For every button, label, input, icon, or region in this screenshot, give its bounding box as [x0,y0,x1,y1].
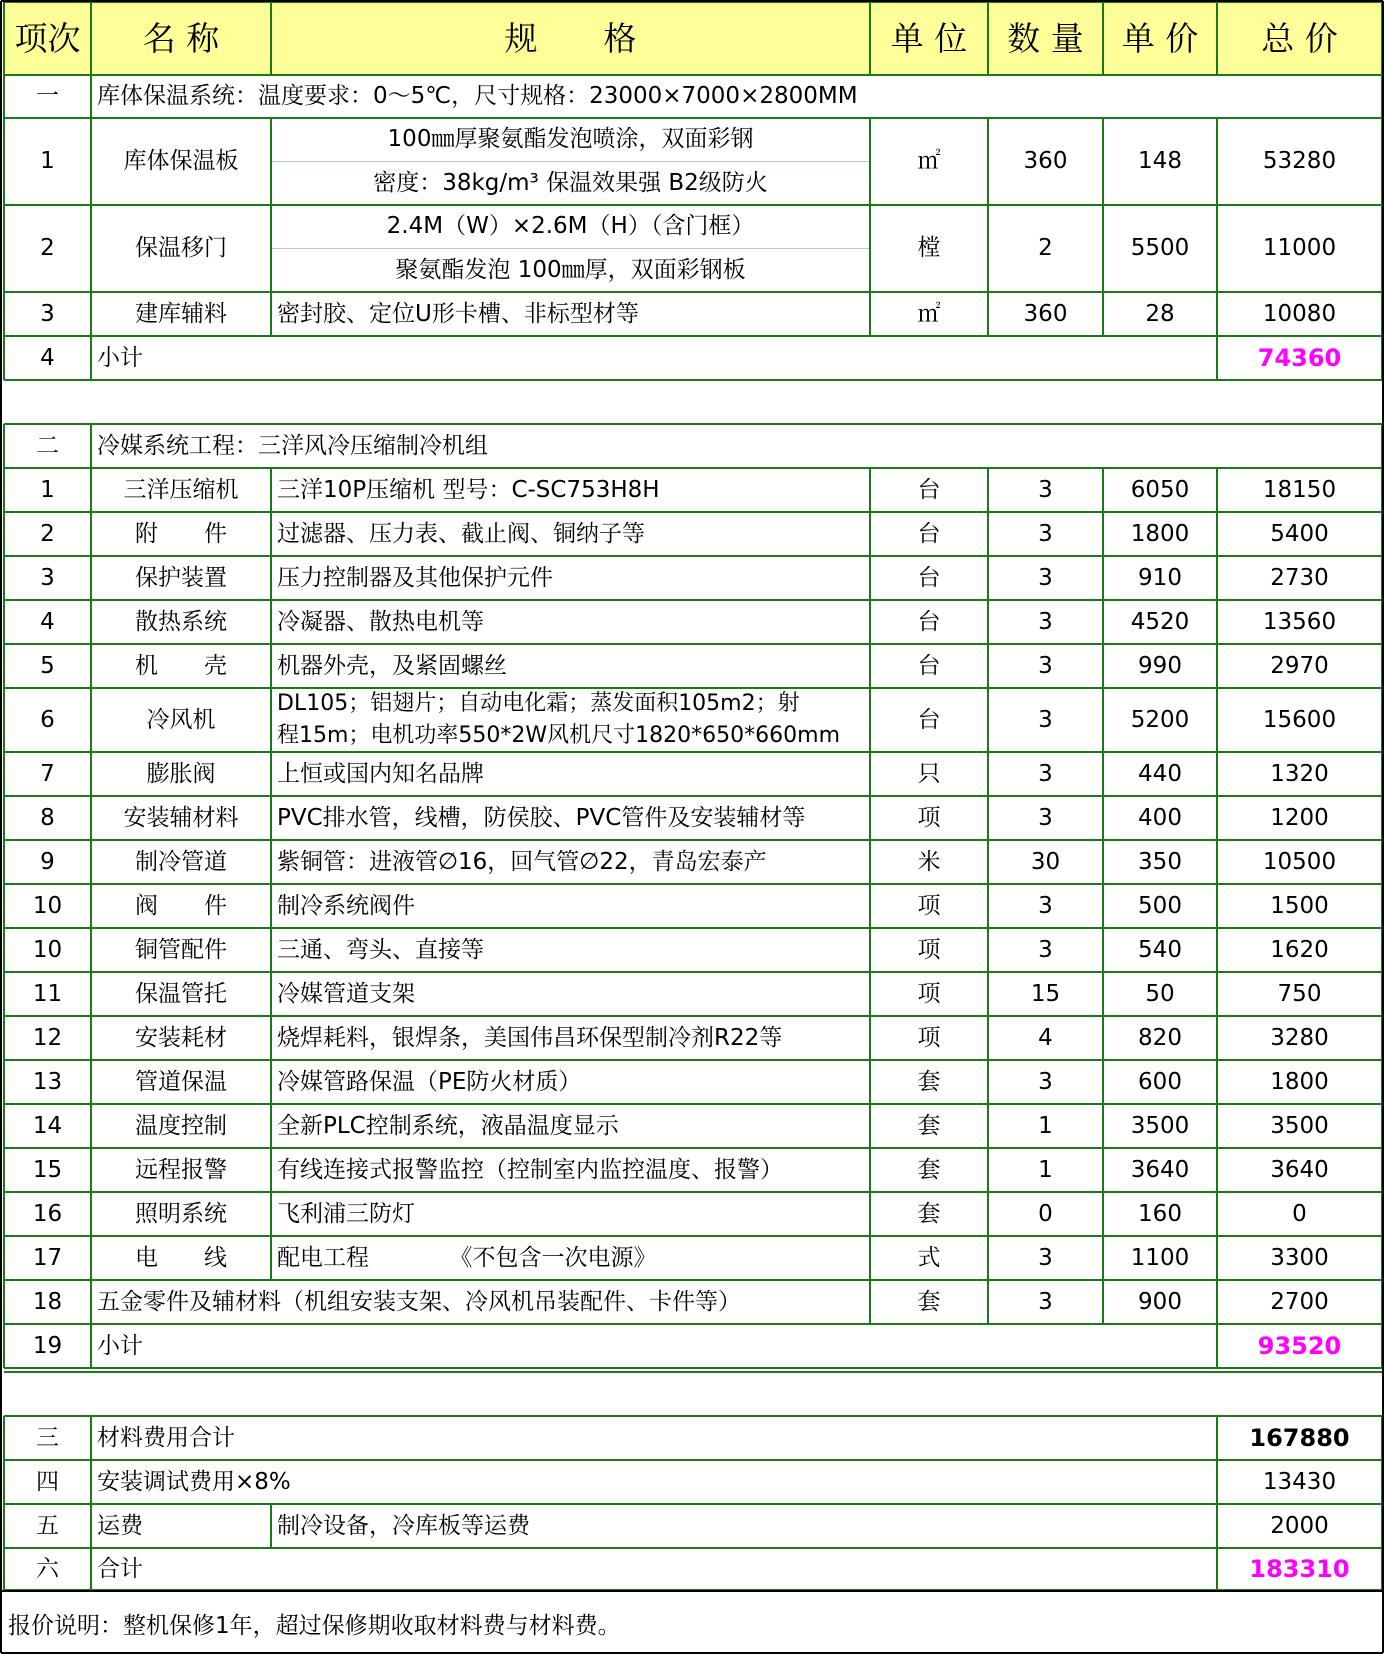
row-total: 2970 [1270,652,1329,679]
row-name: 保温管托 [135,980,227,1007]
row-no: 5 [40,652,55,679]
row-qty: 3 [1038,1068,1053,1095]
row-unit: 式 [917,1244,941,1271]
row-total: 750 [1277,980,1322,1007]
row-unit: 台 [917,564,941,591]
row-no: 9 [40,848,55,875]
row-unit: 项 [917,936,941,963]
row-price: 820 [1138,1024,1182,1051]
row-no: 13 [32,1068,63,1095]
subtotal-value: 93520 [1257,1332,1342,1360]
s2-r17-spec: 飞利浦三防灯 [277,1200,415,1227]
row-name: 保护装置 [135,564,227,591]
row-name: 冷风机 [146,706,216,733]
row-qty: 3 [1038,706,1053,733]
row-no: 3 [40,564,55,591]
row-no: 8 [40,804,55,831]
s2-r6-spec [271,688,870,752]
spec-line-1: DL105；铝翅片；自动电化霜；蒸发面积105m2；射 [277,691,800,717]
row-unit: 台 [917,608,941,635]
subtotal-value: 74360 [1257,344,1342,372]
row-name: 铜管配件 [135,936,227,963]
summary-label: 安装调试费用×8% [97,1468,291,1495]
row-unit: 米 [917,848,941,875]
row-no: 12 [32,1024,63,1051]
subtotal-no: 19 [32,1332,63,1359]
row-unit: 套 [917,1200,941,1227]
s2-r16-spec: 有线连接式报警监控（控制室内监控温度、报警） [277,1156,783,1183]
row-no: 1 [40,476,55,503]
row-qty: 0 [1038,1200,1053,1227]
summary-no: 三 [36,1424,59,1451]
row-qty: 360 [1023,148,1068,174]
row-name: 保温移门 [135,235,227,261]
row-name: 阀 件 [135,892,227,919]
row-price: 5500 [1130,235,1190,261]
row-price: 500 [1138,892,1182,919]
row-no: 6 [40,706,55,733]
row-name: 库体保温板 [123,148,239,174]
row-price: 600 [1138,1068,1182,1095]
row-qty: 3 [1038,892,1053,919]
row-price: 148 [1138,148,1182,174]
subtotal-label: 小计 [97,344,143,371]
row-total: 3280 [1270,1024,1329,1051]
summary-value: 2000 [1270,1512,1329,1539]
row-name: 三洋压缩机 [123,476,239,503]
row-price: 990 [1138,652,1182,679]
summary-value: 167880 [1249,1424,1350,1452]
row-total: 1320 [1270,760,1329,787]
row-qty: 3 [1038,760,1053,787]
header-price: 单 价 [1121,19,1199,58]
row-unit: 项 [917,804,941,831]
row-unit: 项 [917,980,941,1007]
row-unit: 台 [917,706,941,733]
row-qty: 3 [1038,804,1053,831]
summary-label: 材料费用合计 [97,1424,235,1451]
row-price: 6050 [1130,476,1190,503]
row-name: 温度控制 [135,1112,227,1139]
summary-label: 运费 [97,1512,143,1539]
row-no: 1 [40,148,55,174]
row-name: 照明系统 [135,1200,227,1227]
row-no: 11 [32,980,63,1007]
row-total: 2700 [1270,1288,1329,1315]
row-qty: 1 [1038,1112,1053,1139]
quote-note: 报价说明：整机保修1年，超过保修期收取材料费与材料费。 [0,1590,1384,1654]
row-no: 15 [32,1156,63,1183]
row-qty: 3 [1038,564,1053,591]
row-total: 15600 [1262,706,1337,733]
row-name: 膨胀阀 [146,760,216,787]
row-unit: 台 [917,476,941,503]
row-no: 2 [40,235,55,261]
row-name: 建库辅料 [135,300,227,327]
subtotal-no: 4 [40,344,55,371]
row-no: 18 [32,1288,63,1315]
row-qty: 4 [1038,1024,1053,1051]
row-no: 7 [40,760,55,787]
row-unit: 套 [917,1288,941,1315]
row-qty: 3 [1038,936,1053,963]
spec-line-1: 2.4M（W）×2.6M（H）（含门框） [271,205,870,249]
s2-r13-spec: 烧焊耗料，银焊条，美国伟昌环保型制冷剂R22等 [277,1024,783,1051]
row-total: 13560 [1262,608,1337,635]
row-price: 350 [1138,848,1182,875]
row-qty: 360 [1023,300,1068,327]
row-qty: 15 [1030,980,1061,1007]
row-unit: 套 [917,1112,941,1139]
row-price: 1100 [1130,1244,1190,1271]
row-unit: 台 [917,652,941,679]
row-total: 3500 [1270,1112,1329,1139]
row-name: 散热系统 [135,608,227,635]
row-price: 5200 [1130,706,1190,733]
section-no: 二 [36,432,59,459]
summary-no: 四 [36,1468,59,1495]
row-no: 14 [32,1112,63,1139]
row-total: 1620 [1270,936,1329,963]
row-name: 安装耗材 [135,1024,227,1051]
s2-r12-spec: 冷媒管道支架 [277,980,415,1007]
section-title: 库体保温系统：温度要求：0～5℃，尺寸规格：23000×7000×2800MM [97,83,858,109]
s2-r11-spec: 三通、弯头、直接等 [277,936,484,963]
row-qty: 3 [1038,520,1053,547]
row-price: 4520 [1130,608,1190,635]
row-name: 远程报警 [135,1156,227,1183]
spec-line-2: 聚氨酯发泡 100㎜厚，双面彩钢板 [395,257,746,283]
spec-line-1: 100㎜厚聚氨酯发泡喷涂，双面彩钢 [271,118,870,162]
s2-r18-spec: 配电工程 《不包含一次电源》 [277,1244,657,1271]
row-price: 160 [1138,1200,1182,1227]
row-total: 10500 [1262,848,1337,875]
s2-r15-spec: 全新PLC控制系统，液晶温度显示 [277,1112,619,1139]
s1-r1-spec [271,118,870,205]
section-no: 一 [36,83,59,109]
s2-r3-spec: 压力控制器及其他保护元件 [277,564,553,591]
row-qty: 30 [1030,848,1061,875]
row-total: 1200 [1270,804,1329,831]
s2-r10-spec: 制冷系统阀件 [277,892,415,919]
row-no: 2 [40,520,55,547]
s2-r2-spec: 过滤器、压力表、截止阀、铜纳子等 [277,520,645,547]
row-unit: 樘 [917,235,941,261]
row-total: 1800 [1270,1068,1329,1095]
row-unit: 项 [917,1024,941,1051]
summary-value: 13430 [1262,1468,1337,1495]
row-total: 1500 [1270,892,1329,919]
s1-r3-spec: 密封胶、定位U形卡槽、非标型材等 [277,300,639,327]
spec-line-2: 程15m；电机功率550*2W风机尺寸1820*650*660mm [277,723,840,748]
row-total: 3300 [1270,1244,1329,1271]
summary-no: 五 [36,1512,59,1539]
row-price: 540 [1138,936,1182,963]
s2-r8-spec: PVC排水管，线槽，防侯胶、PVC管件及安装辅材等 [277,804,806,831]
row-qty: 3 [1038,608,1053,635]
s2-r7-spec: 上恒或国内知名品牌 [277,760,484,787]
row-price: 28 [1145,300,1175,327]
row-unit: 只 [917,760,941,787]
spec-line-2: 密度：38kg/m³ 保温效果强 B2级防火 [373,170,768,196]
row-name: 安装辅材料 [123,804,239,831]
row-price: 50 [1145,980,1175,1007]
summary-no: 六 [36,1555,59,1582]
row-no: 10 [32,936,63,963]
summary-value: 183310 [1249,1555,1350,1583]
s2-r5-spec: 机器外壳，及紧固螺丝 [277,652,507,679]
section-title: 冷媒系统工程：三洋风冷压缩制冷机组 [97,432,488,459]
row-qty: 2 [1038,235,1053,261]
s2-r9-spec: 紫铜管：进液管∅16，回气管∅22，青岛宏泰产 [277,848,767,875]
row-name: 制冷管道 [135,848,227,875]
row-price: 910 [1138,564,1182,591]
summary-spec: 制冷设备，冷库板等运费 [277,1512,530,1539]
row-price: 440 [1138,760,1182,787]
row-total: 0 [1292,1200,1307,1227]
s2-r1-spec: 三洋10P压缩机 型号：C-SC753H8H [277,476,660,503]
row-total: 3640 [1270,1156,1329,1183]
row-no: 3 [40,300,55,327]
row-price: 900 [1138,1288,1182,1315]
row-name: 机 壳 [135,652,227,679]
subtotal-label: 小计 [97,1332,143,1359]
row-total: 2730 [1270,564,1329,591]
row-name-wide: 五金零件及辅材料（机组安装支架、冷风机吊装配件、卡件等） [97,1288,741,1315]
row-total: 11000 [1262,235,1337,261]
row-no: 16 [32,1200,63,1227]
row-no: 4 [40,608,55,635]
row-name: 电 线 [135,1244,227,1271]
s2-r14-spec: 冷媒管路保温（PE防火材质） [277,1068,582,1095]
row-qty: 1 [1038,1156,1053,1183]
row-total: 18150 [1262,476,1337,503]
header-item: 项次 [14,19,81,58]
header-qty: 数 量 [1007,19,1084,58]
row-qty: 3 [1038,652,1053,679]
row-unit: ㎡ [917,148,941,174]
row-price: 3500 [1130,1112,1190,1139]
row-qty: 3 [1038,476,1053,503]
row-total: 5400 [1270,520,1329,547]
row-total: 53280 [1262,148,1337,174]
row-total: 10080 [1262,300,1337,327]
row-no: 17 [32,1244,63,1271]
row-name: 管道保温 [135,1068,227,1095]
row-unit: 套 [917,1156,941,1183]
s1-r2-spec [271,205,870,292]
row-qty: 3 [1038,1244,1053,1271]
row-no: 10 [32,892,63,919]
row-price: 1800 [1130,520,1190,547]
header-total: 总 价 [1261,19,1338,58]
header-name: 名 称 [142,19,220,58]
row-qty: 3 [1038,1288,1053,1315]
row-unit: ㎡ [917,300,941,327]
summary-label: 合计 [97,1555,143,1582]
row-price: 3640 [1130,1156,1190,1183]
row-price: 400 [1138,804,1182,831]
header-unit: 单 位 [890,19,968,58]
header-spec: 规 格 [504,19,637,58]
row-name: 附 件 [135,520,227,547]
s2-r4-spec: 冷凝器、散热电机等 [277,608,484,635]
row-unit: 台 [917,520,941,547]
row-unit: 套 [917,1068,941,1095]
row-unit: 项 [917,892,941,919]
